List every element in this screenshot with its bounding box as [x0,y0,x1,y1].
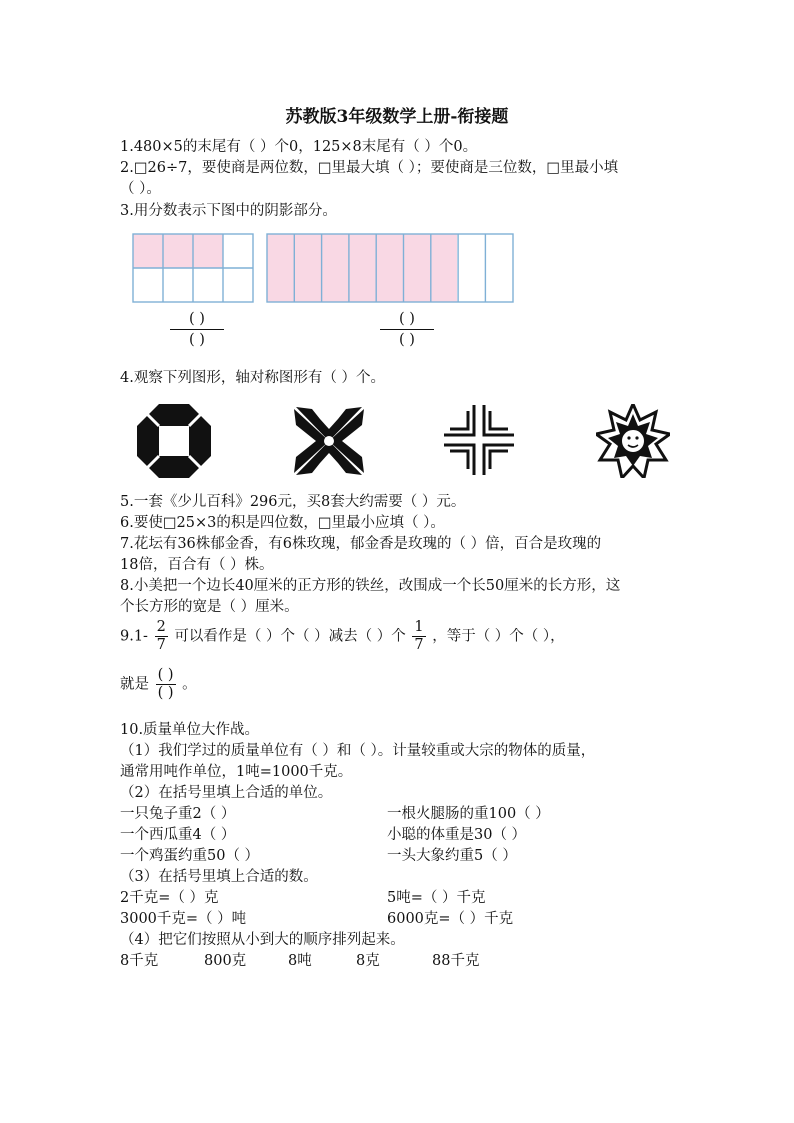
question-6: 6.要使□25×3的积是四位数，□里最小应填（ ）。 [120,515,445,531]
fraction-bar [380,329,434,330]
fraction-grid-2 [266,233,515,303]
q10-part4-title: （4）把它们按照从小到大的顺序排列起来。 [120,932,405,948]
fraction-answer-2 [380,310,434,349]
question-1: 1.480×5的末尾有（ ）个0，125×8末尾有（ ）个0。 [120,139,478,155]
denominator-blank: ( ) [399,332,415,348]
q9-middle-text: 可以看作是（ ）个（ ）减去（ ）个 [174,628,406,645]
fraction-two-sevenths [155,619,168,654]
question-9-line-2 [120,667,197,702]
fraction-denominator: 7 [156,637,166,653]
fraction-numerator: 1 [414,619,424,635]
q10-part2-item: 一只兔子重2（ ） [120,806,236,822]
q10-part3-item: 2千克=（ ）克 [120,890,219,906]
fraction-bar [170,329,224,330]
q10-part4-item: 8吨 [288,953,312,969]
numerator-blank: ( ) [189,311,205,327]
q10-part2-title: （2）在括号里填上合适的单位。 [120,785,333,801]
q9-prefix: 9.1- [120,628,148,645]
question-5: 5.一套《少儿百科》296元，买8套大约需要（ ）元。 [120,494,466,510]
fraction-denominator: 7 [414,637,424,653]
octagon-square-icon [137,404,211,478]
page-title: 苏教版3年级数学上册-衔接题 [285,107,509,127]
q10-part2-item: 小聪的体重是30（ ） [387,827,527,843]
denominator-blank: ( ) [157,685,174,701]
q10-part2-item: 一个鸡蛋约重50（ ） [120,848,260,864]
fraction-one-seventh [412,619,425,654]
fraction-grid-1 [132,233,254,303]
fraction-answer-1 [170,310,224,349]
q10-part3-item: 5吨=（ ）千克 [387,890,486,906]
q10-part3-item: 3000千克=（ ）吨 [120,911,247,927]
question-10-title: 10.质量单位大作战。 [120,722,260,738]
cross-bracket-icon [444,405,514,475]
q9-end-text: ，等于（ ）个（ ）， [432,628,565,645]
question-2-line-2: （ ）。 [120,181,161,197]
q10-part4-item: 800克 [204,953,247,969]
question-7-line-2: 18倍，百合有（ ）株。 [120,557,274,573]
fraction-numerator: 2 [156,619,166,635]
numerator-blank: ( ) [399,311,415,327]
q10-part1-line1: （1）我们学过的质量单位有（ ）和（ ）。计量较重或大宗的物体的质量， [120,743,596,759]
q9-line2-prefix: 就是 [120,676,149,693]
q10-part3-item: 6000克=（ ）千克 [387,911,514,927]
sun-star-icon [596,404,670,478]
q9-line2-suffix: 。 [182,676,197,693]
question-3: 3.用分数表示下图中的阴影部分。 [120,203,337,219]
q10-part3-title: （3）在括号里填上合适的数。 [120,869,318,885]
question-7-line-1: 7.花坛有36株郁金香，有6株玫瑰，郁金香是玫瑰的（ ）倍，百合是玫瑰的 [120,536,602,552]
four-petal-knot-icon [290,403,368,479]
q10-part4-item: 88千克 [432,953,480,969]
question-2-line-1: 2.□26÷7，要使商是两位数，□里最大填（ ）；要使商是三位数，□里最小填 [120,160,619,176]
q10-part4-item: 8千克 [120,953,159,969]
q10-part2-item: 一头大象约重5（ ） [387,848,517,864]
question-4: 4.观察下列图形，轴对称图形有（ ）个。 [120,370,385,386]
q10-part2-item: 一个西瓜重4（ ） [120,827,236,843]
numerator-blank: ( ) [157,667,174,683]
question-9-line-1 [120,619,565,654]
q10-part4-item: 8克 [356,953,380,969]
fraction-answer-blank [156,667,176,702]
denominator-blank: ( ) [189,332,205,348]
question-8-line-1: 8.小美把一个边长40厘米的正方形的铁丝，改围成一个长50厘米的长方形，这 [120,578,621,594]
q10-part2-item: 一根火腿肠的重100（ ） [387,806,550,822]
q10-part1-line2: 通常用吨作单位，1吨=1000千克。 [120,764,353,780]
question-8-line-2: 个长方形的宽是（ ）厘米。 [120,599,299,615]
